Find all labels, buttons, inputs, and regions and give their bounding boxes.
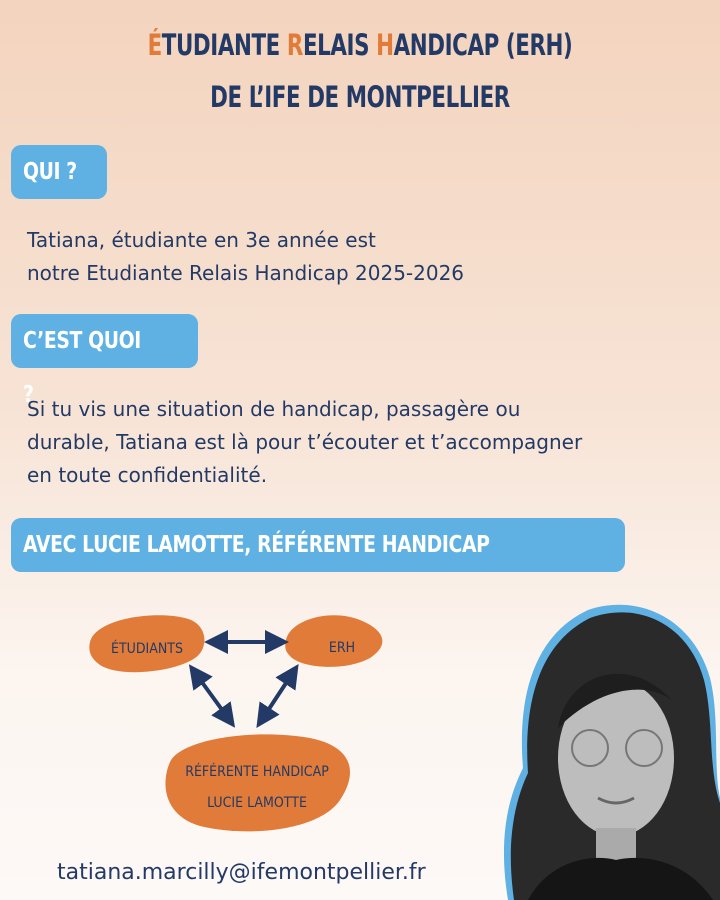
node-label-referente: RÉFÉRENTE HANDICAP <box>185 764 329 780</box>
text-line: Tatiana, étudiante en 3e année est <box>27 228 376 252</box>
section-label-avec: AVEC LUCIE LAMOTTE, RÉFÉRENTE HANDICAP <box>11 518 625 572</box>
relationship-diagram <box>0 590 480 850</box>
title-word: ELAIS <box>302 28 377 62</box>
arrow-etudiants-referente <box>196 674 228 718</box>
arrow-erh-referente <box>263 674 292 718</box>
section-label-quoi: C’EST QUOI ? <box>11 314 198 368</box>
text-line: notre Etudiante Relais Handicap 2025-2026 <box>27 261 465 285</box>
title-initial-e: É <box>147 28 162 62</box>
text-line: Si tu vis une situation de handicap, passagère ou <box>27 397 521 421</box>
node-label-lucie: LUCIE LAMOTTE <box>207 795 307 811</box>
title-initial-r: R <box>286 28 303 62</box>
text-line: en toute confidentialité. <box>27 463 268 487</box>
node-label-etudiants: ÉTUDIANTS <box>110 641 184 657</box>
quoi-text <box>27 393 582 492</box>
title-word: ANDICAP (ERH) <box>393 28 573 62</box>
portrait-photo <box>488 598 720 900</box>
qui-text <box>27 224 464 290</box>
contact-email[interactable]: tatiana.marcilly@ifemontpellier.fr <box>57 860 426 885</box>
text-line: durable, Tatiana est là pour t’écouter et t’accompagner <box>27 430 583 454</box>
node-referente <box>165 734 350 831</box>
title-line-1 <box>65 28 655 62</box>
node-label-erh: ERH <box>328 640 356 656</box>
section-label-qui: QUI ? <box>11 145 107 199</box>
title-initial-h: H <box>376 28 394 62</box>
title-word: TUDIANTE <box>161 28 287 62</box>
title-line-2: DE L’IFE DE MONTPELLIER <box>210 80 510 114</box>
